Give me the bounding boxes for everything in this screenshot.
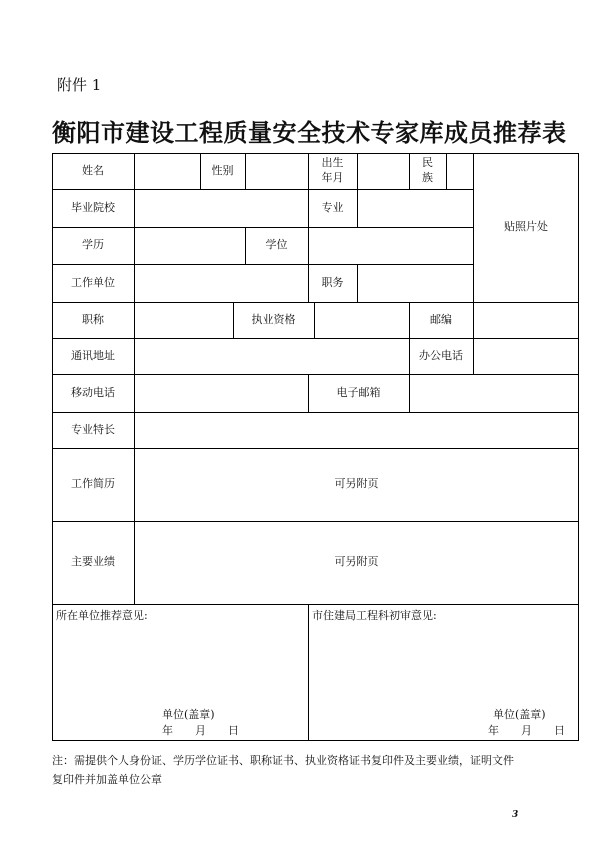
degree-input[interactable]: [308, 227, 473, 264]
unit-seal-label: 单位(盖章): [162, 708, 215, 721]
postcode-input[interactable]: [473, 302, 579, 338]
school-label: 毕业院校: [71, 200, 115, 214]
name-label: 姓名: [82, 163, 104, 177]
footnote-line2: 复印件并加盖单位公章: [52, 773, 162, 787]
qualification-input[interactable]: [314, 302, 409, 338]
major-input[interactable]: [357, 189, 473, 227]
birth-label: [308, 153, 357, 189]
specialty-label: 专业特长: [71, 422, 115, 436]
gender-label: 性别: [211, 163, 234, 177]
work-history-input[interactable]: 可另附页: [334, 477, 379, 491]
qualification-label: 执业资格: [251, 312, 296, 326]
mobile-input[interactable]: [134, 374, 308, 412]
recommendation-form: [52, 153, 579, 741]
unit-date-label: 年 月 日: [162, 724, 239, 737]
specialty-input[interactable]: [134, 412, 579, 448]
education-input[interactable]: [134, 227, 245, 264]
footnote-line1: 注：需提供个人身份证、学历学位证书、职称证书、执业资格证书复印件及主要业绩，证明文件: [52, 754, 514, 767]
bureau-opinion-label: 市住建局工程科初审意见:: [312, 609, 437, 622]
work-history-label: 工作简历: [71, 477, 115, 491]
photo-placeholder[interactable]: 贴照片处: [504, 220, 548, 234]
achievements-label: 主要业绩: [71, 555, 115, 569]
ethnicity-input[interactable]: [446, 153, 473, 189]
unit-opinion-label: 所在单位推荐意见:: [56, 609, 148, 622]
school-input[interactable]: [134, 189, 308, 227]
employer-label: 工作单位: [71, 275, 115, 289]
birth-input[interactable]: [357, 153, 409, 189]
ethnicity-label-line2: 族: [422, 171, 433, 184]
major-label: 专业: [321, 200, 344, 214]
page-title: 衡阳市建设工程质量安全技术专家库成员推荐表: [52, 118, 567, 147]
bureau-opinion-area[interactable]: [308, 604, 579, 741]
employer-input[interactable]: [134, 264, 308, 302]
name-input[interactable]: [134, 153, 200, 189]
achievements-input[interactable]: 可另附页: [334, 555, 379, 569]
gender-input[interactable]: [245, 153, 308, 189]
email-label: 电子邮箱: [336, 385, 381, 399]
office-phone-label: 办公电话: [419, 348, 463, 362]
degree-label: 学位: [265, 238, 288, 252]
title-rank-input[interactable]: [134, 302, 233, 338]
postcode-label: 邮编: [430, 312, 452, 326]
title-rank-label: 职称: [82, 312, 104, 326]
position-label: 职务: [321, 275, 344, 289]
email-input[interactable]: [409, 374, 579, 412]
page-number: 3: [512, 810, 519, 820]
birth-label-line1: 出生: [321, 156, 344, 170]
birth-label-line2: 年月: [321, 171, 344, 184]
address-label: 通讯地址: [71, 348, 115, 362]
address-input[interactable]: [134, 338, 409, 374]
attachment-label: 附件 1: [57, 76, 102, 94]
bureau-seal-label: 单位(盖章): [493, 708, 546, 721]
education-label: 学历: [82, 238, 104, 252]
ethnicity-label: [409, 153, 446, 189]
ethnicity-label-line1: 民: [422, 156, 433, 170]
footnote: [52, 751, 577, 790]
position-input[interactable]: [357, 264, 473, 302]
office-phone-input[interactable]: [473, 338, 579, 374]
mobile-label: 移动电话: [71, 385, 115, 399]
bureau-date-label: 年 月 日: [488, 724, 565, 737]
unit-opinion-area[interactable]: [52, 604, 308, 741]
